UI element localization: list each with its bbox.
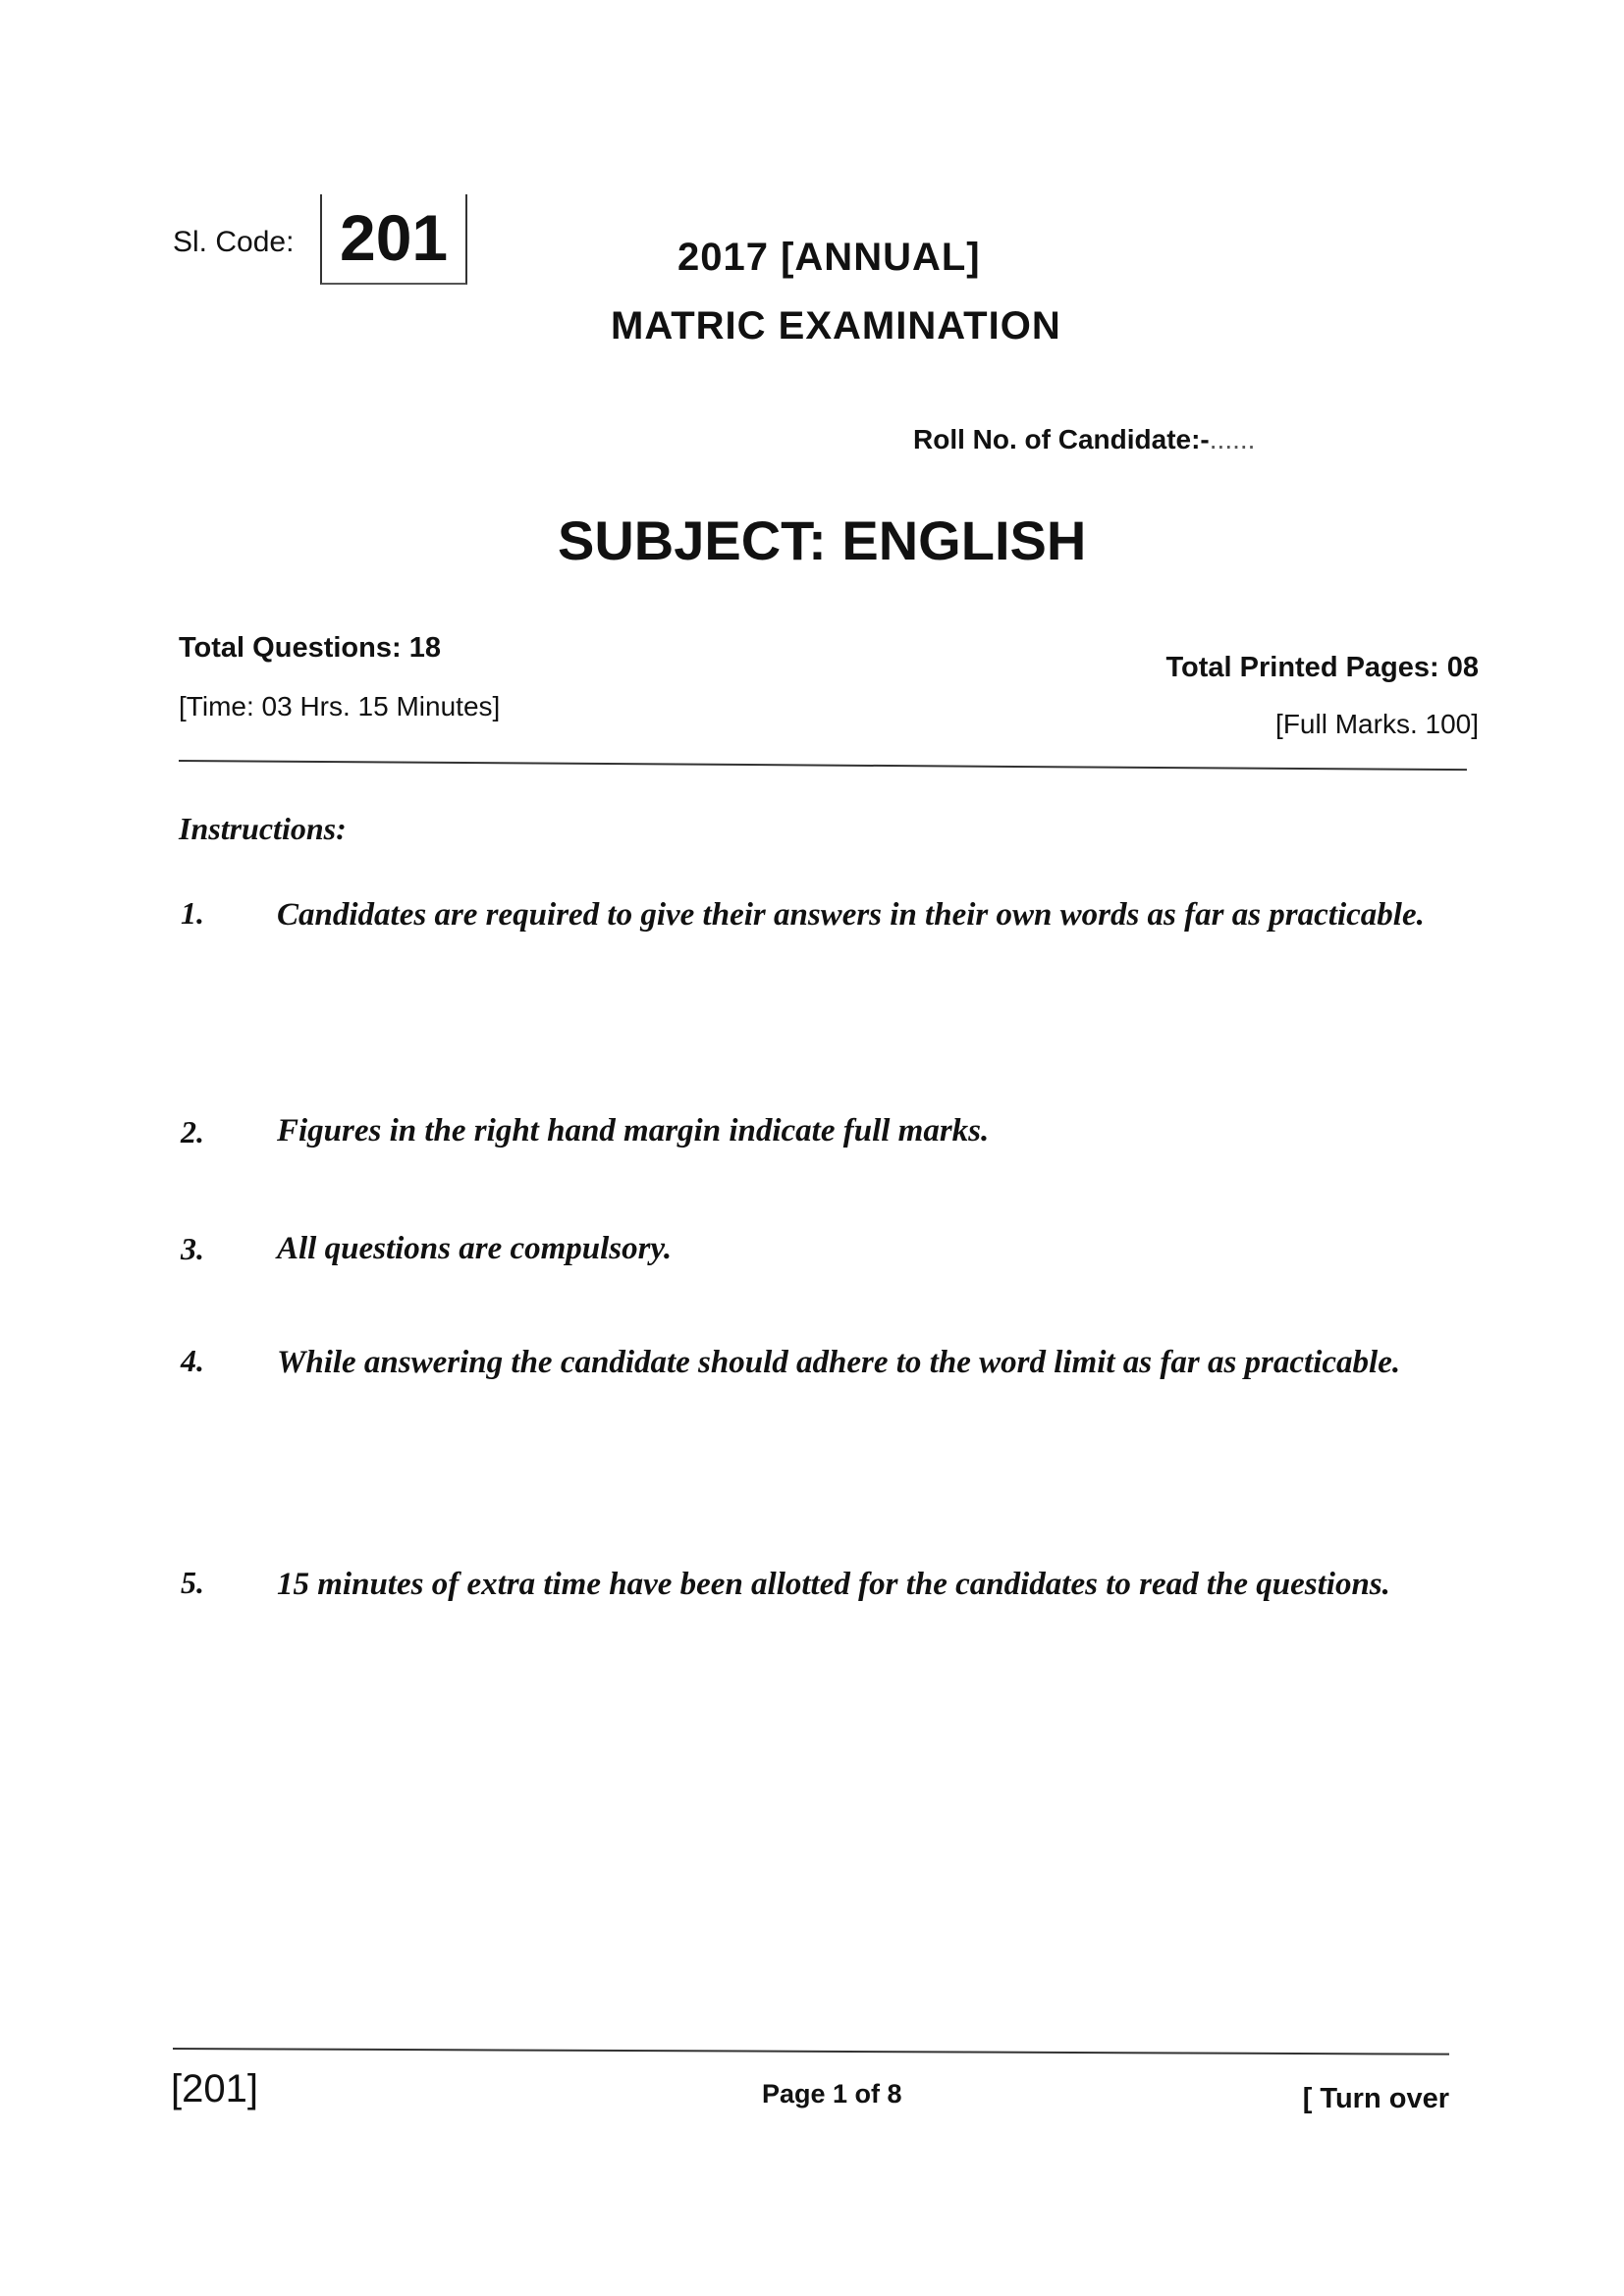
header-divider — [179, 760, 1467, 771]
sl-code-value: 201 — [340, 201, 449, 274]
footer-code: [201] — [171, 2067, 258, 2110]
turn-over-note: [ Turn over — [1302, 2083, 1449, 2114]
sl-code-label: Sl. Code: — [173, 226, 295, 258]
total-questions: Total Questions: 18 — [179, 632, 441, 664]
instruction-text: Candidates are required to give their answers in their own words as far as practicable. — [277, 897, 1425, 933]
instruction-number: 2. — [181, 1114, 204, 1149]
instructions-heading: Instructions: — [179, 811, 347, 846]
instruction-number: 3. — [181, 1231, 204, 1266]
instruction-text: Figures in the right hand margin indicate full marks. — [277, 1113, 990, 1148]
roll-number-field — [913, 424, 1255, 455]
total-printed-pages: Total Printed Pages: 08 — [1165, 652, 1479, 683]
instruction-number: 1. — [181, 895, 204, 931]
year-title: 2017 [ANNUAL] — [677, 236, 981, 279]
full-marks: [Full Marks. 100] — [1275, 709, 1479, 739]
instruction-text: All questions are compulsory. — [277, 1231, 673, 1266]
instruction-number: 4. — [181, 1343, 204, 1378]
page-number: Page 1 of 8 — [762, 2079, 902, 2109]
instruction-text: 15 minutes of extra time have been allotted for the candidates to read the questions. — [277, 1567, 1390, 1602]
subject-title: SUBJECT: ENGLISH — [558, 509, 1087, 571]
roll-number-blank: ...... — [1209, 424, 1256, 454]
exam-title: MATRIC EXAMINATION — [611, 304, 1061, 347]
footer-divider — [173, 2048, 1449, 2056]
instruction-text: While answering the candidate should adhere to the word limit as far as practicable. — [277, 1345, 1401, 1380]
instruction-number: 5. — [181, 1565, 204, 1600]
time-allowed: [Time: 03 Hrs. 15 Minutes] — [179, 691, 501, 721]
roll-number-label: Roll No. of Candidate:- — [913, 424, 1210, 454]
